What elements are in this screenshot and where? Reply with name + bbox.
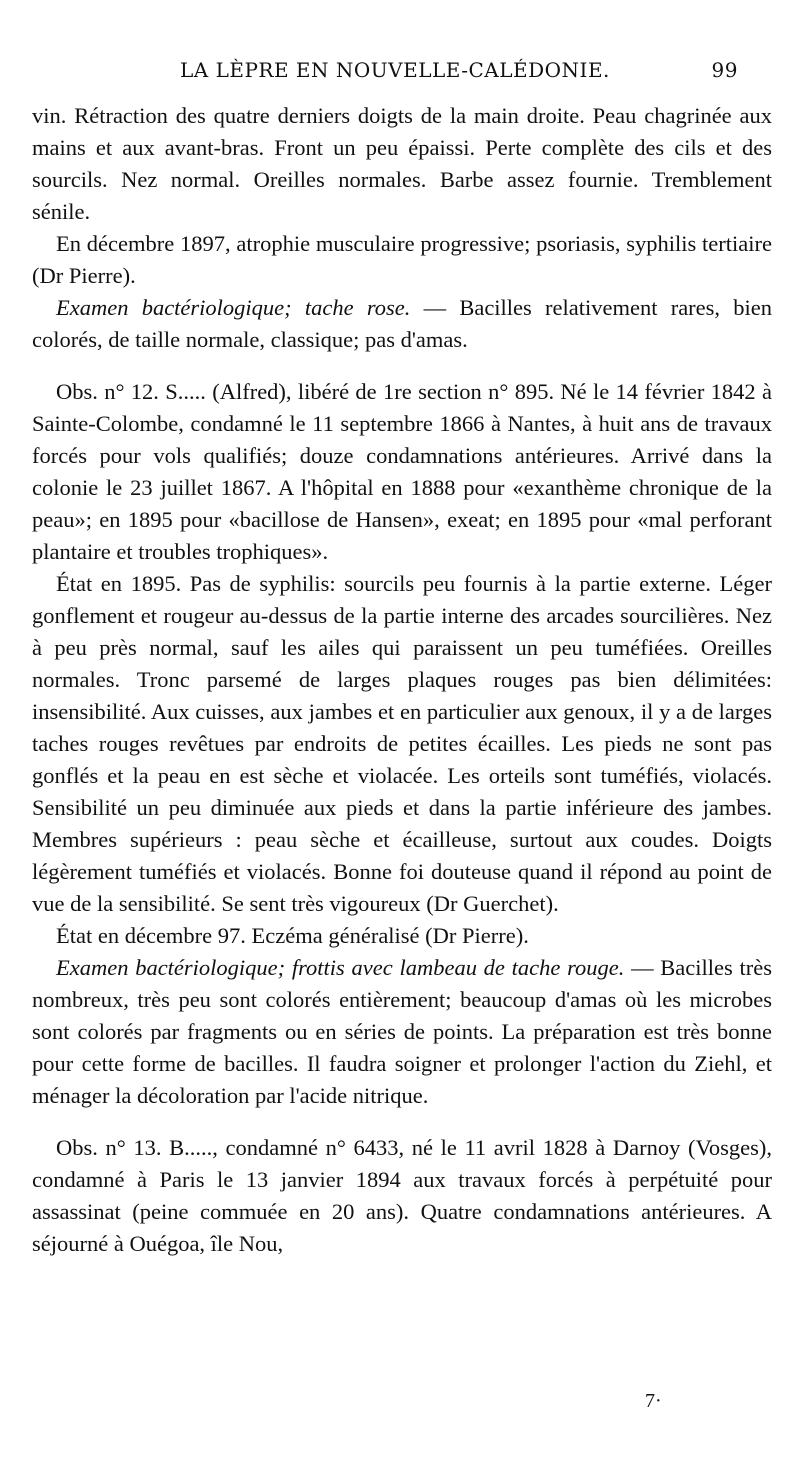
paragraph-lead: Examen bactériologique; tache rose.: [56, 295, 411, 320]
paragraph-text: Obs. n° 12. S..... (Alfred), libéré de 1re section n° 895. Né le 14 février 1842 à Sainte-Colombe, condamné le 11 septembre 1866 à Nantes, à huit ans de travaux forcés pour vols qualifiés; douze condamnations antérieures. Arrivé dans la colonie le 23 juillet 1867. A l'hôpital en 1888 pour «exanthème chronique de la peau»; en 1895 pour «bacillose de Hansen», exeat; en 1895 pour «mal perforant plantaire et troubles trophiques».: [32, 379, 772, 564]
paragraph-text: État en décembre 97. Eczéma généralisé (Dr Pierre).: [56, 923, 529, 948]
paragraph: [32, 568, 772, 920]
paragraph-text: — Bacilles très nombreux, très peu sont colorés entièrement; beaucoup d'amas où les microbes sont colorés par fragments ou en séries de points. La préparation est très bonne pour cette forme de bacilles. Il faudra soigner et prolonger l'action du Ziehl, et ménager la décoloration par l'acide nitrique.: [32, 955, 772, 1108]
running-title: LA LÈPRE EN NOUVELLE-CALÉDONIE.: [180, 58, 610, 82]
paragraph: [32, 228, 772, 292]
observation-13: [32, 1132, 772, 1260]
paragraph-lead: Examen bactériologique; frottis avec lambeau de tache rouge.: [56, 955, 625, 980]
paragraph-bacteriology: [32, 952, 772, 1112]
paragraph-text: En décembre 1897, atrophie musculaire progressive; psoriasis, syphilis tertiaire (Dr Pierre).: [32, 231, 772, 288]
paragraph: [32, 920, 772, 952]
paragraph-text: État en 1895. Pas de syphilis: sourcils peu fournis à la partie externe. Léger gonflement et rougeur au-dessus de la partie interne des arcades sourcilières. Nez à peu près normal, sauf les ailes qui paraissent un peu tuméfiées. Oreilles normales. Tronc parsemé de larges plaques rouges pas bien délimitées: insensibilité. Aux cuisses, aux jambes et en particulier aux genoux, il y a de larges taches rouges revêtues par endroits de petites écailles. Les pieds ne sont pas gonflés et la peau en est sèche et violacée. Les orteils sont tuméfiés, violacés. Sensibilité un peu diminuée aux pieds et dans la partie inférieure des jambes. Membres supérieurs : peau sèche et écailleuse, surtout aux coudes. Doigts légèrement tuméfiés et violacés. Bonne foi douteuse quand il répond au point de vue de la sensibilité. Se sent très vigoureux (Dr Guerchet).: [32, 571, 772, 916]
paragraph-continuation: [32, 100, 772, 228]
paragraph-text: — Bacilles relativement rares, bien colorés, de taille normale, classique; pas d'amas.: [32, 295, 772, 352]
body-text: [32, 100, 772, 1260]
paragraph-bacteriology: [32, 292, 772, 356]
paragraph-text: vin. Rétraction des quatre derniers doigts de la main droite. Peau chagrinée aux mains et aux avant-bras. Front un peu épaissi. Perte complète des cils et des sourcils. Nez normal. Oreilles normales. Barbe assez fournie. Tremblement sénile.: [32, 103, 772, 224]
signature-mark: 7·: [645, 1390, 662, 1412]
page-number: 99: [711, 58, 738, 82]
observation-12: [32, 376, 772, 568]
paragraph-text: Obs. n° 13. B....., condamné n° 6433, né le 11 avril 1828 à Darnoy (Vosges), condamné à Paris le 13 janvier 1894 aux travaux forcés à perpétuité pour assassinat (peine commuée en 20 ans). Quatre condamnations antérieures. A séjourné à Ouégoa, île Nou,: [32, 1135, 772, 1256]
